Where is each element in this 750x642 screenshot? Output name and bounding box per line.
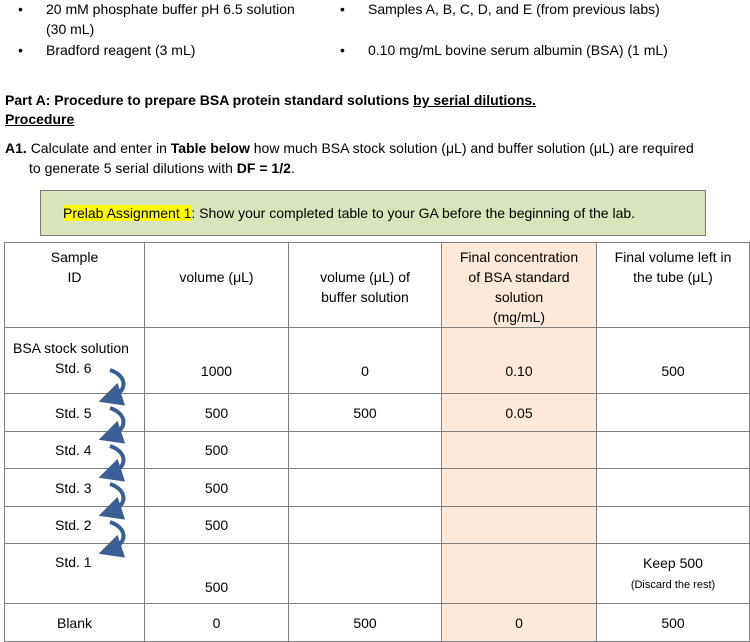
- a1-instruction-line2: [29, 160, 295, 176]
- sample-id: Std. 5: [55, 404, 92, 421]
- a1-label: A1.: [5, 140, 27, 156]
- prelab-assignment-text: [63, 205, 635, 221]
- table-row: [5, 469, 750, 507]
- a1-text-cont: how much BSA stock solution (μL) and buffer solution (μL) are required: [249, 140, 694, 156]
- a1-text: Calculate and enter in: [30, 140, 171, 156]
- concentration-value: 0.05: [505, 404, 533, 421]
- sample-id: Std. 1: [55, 554, 92, 570]
- volume-value: 500: [204, 404, 229, 421]
- volume-value: 500: [204, 479, 229, 496]
- header-buffer-l1: volume (μL) of: [320, 269, 410, 285]
- concentration-cell: [442, 544, 597, 604]
- table-row: [5, 544, 750, 604]
- concentration-cell: [442, 432, 597, 469]
- concentration-value: 0: [515, 614, 523, 631]
- sample-id: Std. 4: [55, 442, 92, 458]
- buffer-cell: [289, 328, 442, 394]
- sample-id-cell: [5, 544, 145, 604]
- sample-id: Std. 6: [55, 360, 92, 376]
- volume-value: 500: [204, 517, 229, 533]
- header-conc-l3: solution: [494, 289, 544, 305]
- header-sample-l2: ID: [67, 269, 82, 285]
- table-header-row: [5, 243, 750, 328]
- final-volume-cell: [597, 328, 750, 394]
- material-text: 20 mM phosphate buffer pH 6.5 solution: [46, 1, 295, 17]
- final-volume-cell: [597, 507, 750, 544]
- header-buffer-l2: buffer solution: [321, 289, 409, 305]
- header-sample-id: [5, 243, 145, 328]
- sample-id-cell: [5, 469, 145, 507]
- buffer-cell: [289, 469, 442, 507]
- sample-id: Std. 2: [55, 517, 92, 533]
- buffer-cell: [289, 507, 442, 544]
- final-volume-value: 500: [661, 362, 685, 379]
- concentration-cell: [442, 328, 597, 394]
- volume-value: 500: [204, 579, 229, 595]
- header-final-volume: [597, 243, 750, 328]
- prelab-instructions: : Show your completed table to your GA before the beginning of the lab.: [191, 205, 636, 221]
- final-volume-cell: [597, 469, 750, 507]
- a1-table-ref: Table below: [170, 140, 250, 156]
- volume-cell: [145, 507, 289, 544]
- buffer-cell: [289, 432, 442, 469]
- bullet-icon: •: [18, 42, 23, 58]
- volume-value: 0: [212, 614, 221, 631]
- part-a-title-text: Part A: Procedure to prepare BSA protein standard solutions: [5, 92, 414, 108]
- final-volume-value: 500: [661, 614, 685, 631]
- bullet-icon: •: [18, 1, 23, 17]
- header-final-vol-l2: the tube (μL): [633, 269, 713, 285]
- buffer-cell: [289, 394, 442, 432]
- prelab-highlight: Prelab Assignment 1: [63, 205, 192, 221]
- header-final-concentration: [442, 243, 597, 328]
- sample-id-cell: [5, 328, 145, 394]
- final-volume-cell: [597, 394, 750, 432]
- buffer-value: 500: [353, 404, 377, 421]
- sample-id-cell: [5, 432, 145, 469]
- a1-period: .: [290, 160, 295, 176]
- concentration-cell: [442, 469, 597, 507]
- buffer-value: 500: [353, 614, 377, 631]
- concentration-value: 0.10: [505, 362, 533, 379]
- volume-cell: [145, 394, 289, 432]
- volume-value: 1000: [200, 362, 233, 379]
- part-a-title-underlined: by serial dilutions.: [413, 92, 537, 108]
- volume-cell: [145, 432, 289, 469]
- prelab-assignment-box: [40, 190, 706, 236]
- a1-instruction: [5, 140, 694, 156]
- material-text: 0.10 mg/mL bovine serum albumin (BSA) (1 mL): [368, 42, 668, 58]
- material-buffer-volume: (30 mL): [46, 21, 95, 37]
- discard-note: (Discard the rest): [630, 578, 716, 591]
- concentration-cell: [442, 507, 597, 544]
- header-volume: [145, 243, 289, 328]
- buffer-cell: [289, 544, 442, 604]
- sample-id: Std. 3: [55, 479, 92, 496]
- volume-value: 500: [204, 442, 229, 458]
- table-row: [5, 432, 750, 469]
- table-row: [5, 394, 750, 432]
- header-buffer-volume: [289, 243, 442, 328]
- volume-cell: [145, 469, 289, 507]
- stock-label: BSA stock solution: [13, 340, 129, 356]
- sample-id-cell: [5, 394, 145, 432]
- header-sample-l1: Sample: [50, 249, 99, 265]
- material-text: Bradford reagent (3 mL): [46, 42, 196, 58]
- sample-id-cell: [5, 507, 145, 544]
- table-row: [5, 507, 750, 544]
- buffer-value: 0: [361, 362, 369, 379]
- volume-cell: [145, 544, 289, 604]
- keep-volume: Keep 500: [643, 554, 703, 571]
- procedure-heading: Procedure: [5, 111, 75, 127]
- dilution-table: [4, 242, 750, 642]
- table-row: [5, 328, 750, 394]
- header-conc-l1: Final concentration: [459, 249, 579, 265]
- a1-text-line2: to generate 5 serial dilutions with: [29, 160, 237, 176]
- final-volume-cell: [597, 432, 750, 469]
- sample-id: Blank: [56, 614, 93, 631]
- material-text: Samples A, B, C, D, and E (from previous labs): [368, 1, 660, 17]
- a1-dilution-factor: DF = 1/2: [236, 160, 291, 176]
- bullet-icon: •: [340, 42, 345, 58]
- header-final-vol-l1: Final volume left in: [614, 249, 732, 265]
- final-volume-cell: [597, 544, 750, 604]
- header-conc-l2: of BSA standard: [468, 269, 570, 285]
- volume-cell: [145, 328, 289, 394]
- concentration-cell: [442, 394, 597, 432]
- header-volume-text: volume (μL): [179, 269, 254, 285]
- bullet-icon: •: [340, 1, 345, 17]
- part-a-title: [5, 92, 536, 108]
- header-conc-l4: (mg/mL): [492, 309, 546, 325]
